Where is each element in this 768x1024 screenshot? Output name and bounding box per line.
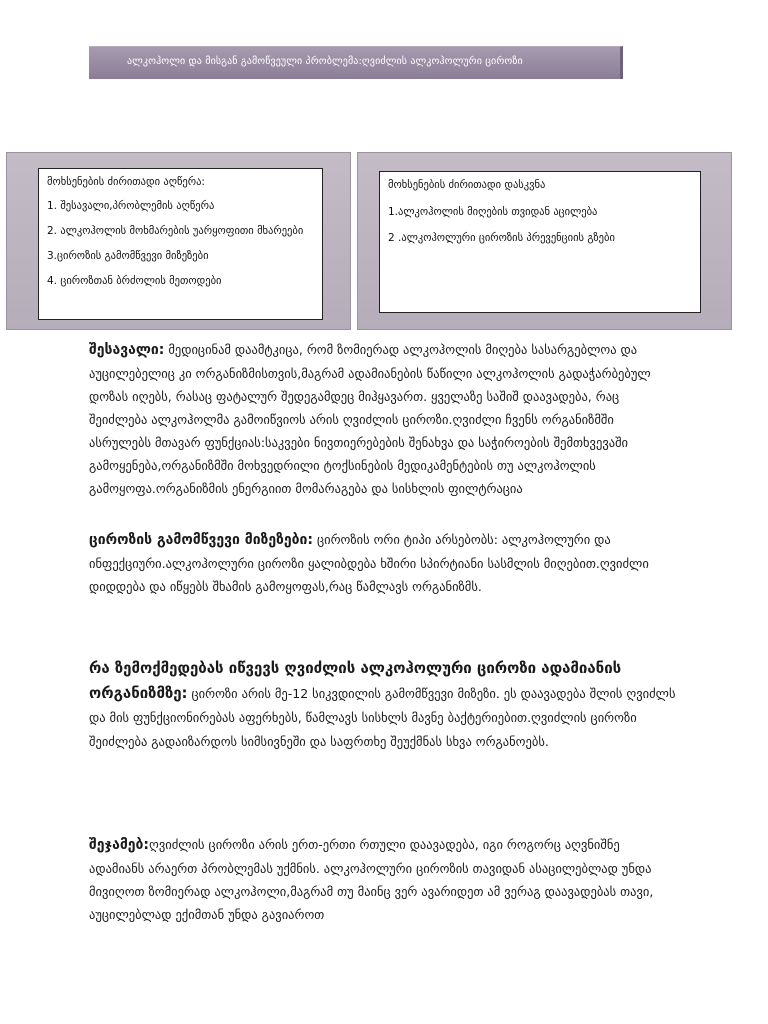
outline-box xyxy=(38,168,323,320)
intro-section xyxy=(89,338,679,500)
causes-title: ციროზის გამომწვევი მიზეზები: xyxy=(89,532,313,548)
banner-title: ალკოჰოლი და მისგან გამოწვეული პრობლემა:ღვიძლის ალკოჰოლური ციროზი xyxy=(127,56,523,67)
outline-item: 3.ციროზის გამომწვევი მიზეზები xyxy=(47,250,209,262)
outline-item: 2. ალკოჰოლის მოხმარების უარყოფითი მხარეები xyxy=(47,225,304,237)
conclusion-item: 1.ალკოჰოლის მიღების თვიდან აცილება xyxy=(388,206,598,218)
effects-section xyxy=(89,656,679,754)
outline-heading: მოხსენების ძირითადი აღწერა: xyxy=(47,176,205,188)
causes-section xyxy=(89,528,679,598)
effects-text: ციროზი არის მე-12 სიკვდილის გამომწვევი მიზეზი. ეს დაავადება შლის ღვიძლს და მის ფუნქციონირებას აფერხებს, წამლავს სისხლს მავნე ბაქტერიებით.ღვიძლის ციროზი შეიძლება გადაიზარდოს სიმსივნეში და საფრთხე შეუქმნას სხვა ორგანოებს. xyxy=(89,686,676,749)
summary-section xyxy=(89,833,679,926)
conclusion-panel xyxy=(357,152,732,330)
conclusion-box xyxy=(379,171,701,313)
effects-title: რა ზემოქმედებას იწვევს ღვიძლის ალკოჰოლური ციროზი ადამიანის ორგანიზმზე: xyxy=(89,659,622,702)
title-banner xyxy=(89,46,623,79)
causes-text: ციროზის ორი ტიპი არსებობს: ალკოჰოლური და ინფექციური.ალკოჰოლური ციროზი ყალიბდება ხშირი სპირტიანი სასმლის მიღებით.ღვიძლი დიდდება და იწყებს შხამის გამოყოფას,რაც წამლავს ორგანიზმს. xyxy=(89,532,649,594)
outline-item: 1. შესავალი,პრობლემის აღწერა xyxy=(47,200,215,212)
outline-item: 4. ციროზთან ბრძოლის მეთოდები xyxy=(47,275,222,287)
summary-text: ღვიძლის ციროზი არის ერთ-ერთი რთული დაავადება, იგი როგორც აღვნიშნე ადამიანს არაერთ პრობლემას უქმნის. ალკოჰოლური ციროზის თავიდან ასაცილებლად უნდა მივიღოთ ზომიერად ალკოჰოლი,მაგრამ თუ მაინც ვერ ავარიდეთ ამ ვერაგ დაავადებას თავი, აუცილებლად ექიმთან უნდა გავიაროთ xyxy=(89,837,654,922)
summary-title: შეჯამებ: xyxy=(89,837,150,853)
intro-text: მედიცინამ დაამტკიცა, რომ ზომიერად ალკოჰოლის მიღება სასარგებლოა და აუცილებელიც კი ორგანიზმისთვის,მაგრამ ადამიანების წაწილი ალკოჰოლის გადაჭარბებულ დოზას იღებს, რასაც ფატალურ შედეგამდეც მიჰყავართ. ყველაზე საშიშ დაავადება, რაც შეიძლება ალკოჰოლმა გამოიწვიოს არის ღვიძლის ციროზი.ღვიძლი ჩვენს ორგანიზმში ასრულებს მთავარ ფუნქციას:საკვები ნივთიერებების შენახვა და საჭიროების შემთხვევაში გამოყენება,ორგანიზმში მოხვედრილი ტოქსინების მედიკამენტების თუ ალკოჰოლის გამოყოფა.ორგანიზმის ენერგიით მომარაგება და სისხლის ფილტრაცია xyxy=(89,342,651,496)
conclusion-heading: მოხსენების ძირითადი დასკვნა xyxy=(388,179,546,191)
intro-title: შესავალი: xyxy=(89,342,165,358)
conclusion-item: 2 .ალკოჰოლური ციროზის პრევენციის გზები xyxy=(388,232,615,244)
outline-panel xyxy=(6,152,351,330)
